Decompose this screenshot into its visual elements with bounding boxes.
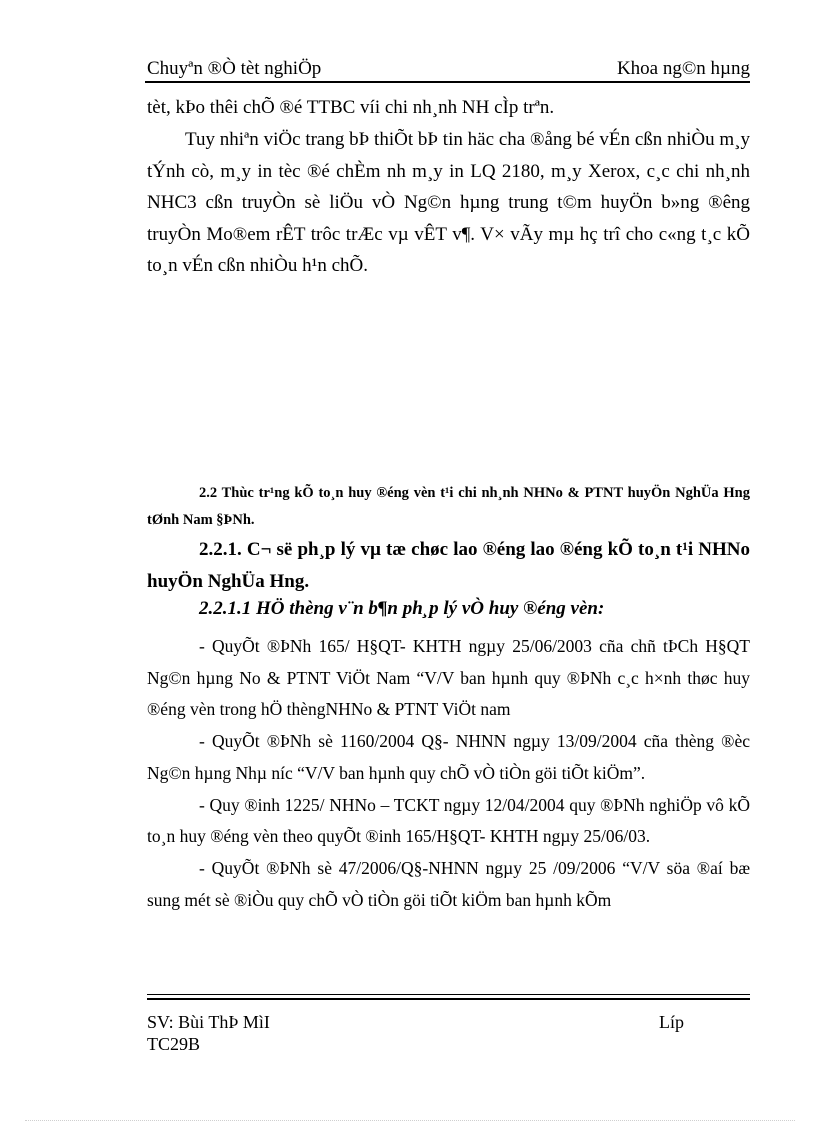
footer-class-code: TC29B: [147, 1034, 201, 1054]
intro-paragraph-2: Tuy nhiªn viÖc trang bÞ thiÕt bÞ tin häc cha ®ång bé vÉn cßn nhiÒu m¸y tÝnh cò, m¸y in tèc ®é chÈm nh m¸y in LQ 2180, m¸y Xerox, c¸c chi nh¸nh NHC3 cßn truyÒn sè liÖu vÒ Ng©n hµng trung t©m huyÖn b»ng ®êng truyÒn Mo®em rÊT trôc trÆc vµ vÊT v¶. V× vÃy mµ hç trî cho c«ng t¸c kÕ to¸n vÉn cßn nhiÒu h¹n chÕ.: [147, 129, 750, 276]
subsection-heading: 2.2.1. C¬ së ph¸p lý vµ tæ chøc lao ®éng lao ®éng kÕ to¸n t¹i NHNo huyÖn NghÜa Hng.: [147, 539, 750, 592]
body-paragraph: - QuyÕt ®ÞNh sè 1160/2004 Q§- NHNN ngµy 13/09/2004 cña thèng ®èc Ng©n hµng Nhµ níc “V/V ban hµnh quy chÕ vÒ tiÒn göi tiÕt kiÖm”.: [147, 731, 750, 783]
page-edge-dotted-line: [25, 1120, 795, 1121]
footer-student: [147, 1011, 270, 1055]
header-faculty: Khoa ng©n hµng: [616, 58, 750, 79]
body-paragraph: - Quy ®inh 1225/ NHNo – TCKT ngµy 12/04/2004 quy ®ÞNh nghiÖp vô kÕ to¸n huy ®éng vèn theo quyÕt ®inh 165/H§QT- KHTH ngµy 25/06/03.: [147, 794, 750, 847]
footer-rule-thin: [147, 994, 750, 995]
body-paragraph: - QuyÕt ®ÞNh sè 47/2006/Q§-NHNN ngµy 25 /09/2006 “V/V söa ®aí bæ sung mét sè ®iÒu quy chÕ vÒ tiÒn göi tiÕt kiÖm ban hµnh kÕm: [147, 857, 750, 910]
header-rule: [145, 81, 750, 83]
footer-rule-thick: [147, 998, 750, 1000]
section-heading: 2.2 Thùc tr¹ng kÕ to¸n huy ®éng vèn t¹i chi nh¸nh NHNo & PTNT huyÖn NghÜa Hng tØnh Nam §ÞNh.: [147, 485, 750, 528]
footer-student-name: SV: Bùi ThÞ MìI: [147, 1012, 270, 1032]
header-title: Chuyªn ®Ò tèt nghiÖp: [147, 58, 322, 79]
intro-paragraph-1: tèt, kÞo thêi chÕ ®é TTBC víi chi nh¸nh NH cÌp trªn.: [147, 97, 555, 118]
footer-class-label: Líp: [659, 1012, 684, 1032]
body-paragraph: - QuyÕt ®ÞNh 165/ H§QT- KHTH ngµy 25/06/2003 cña chñ tÞCh H§QT Ng©n hµng No & PTNT ViÖt Nam “V/V ban hµnh quy ®ÞNh c¸c h×nh thøc huy ®éng vèn trong hÖ thèngNHNo & PTNT ViÖt nam: [147, 636, 750, 720]
subsubsection-heading: 2.2.1.1 HÖ thèng v¨n b¶n ph¸p lý vÒ huy ®éng vèn:: [199, 598, 605, 619]
body-text: [147, 631, 750, 916]
